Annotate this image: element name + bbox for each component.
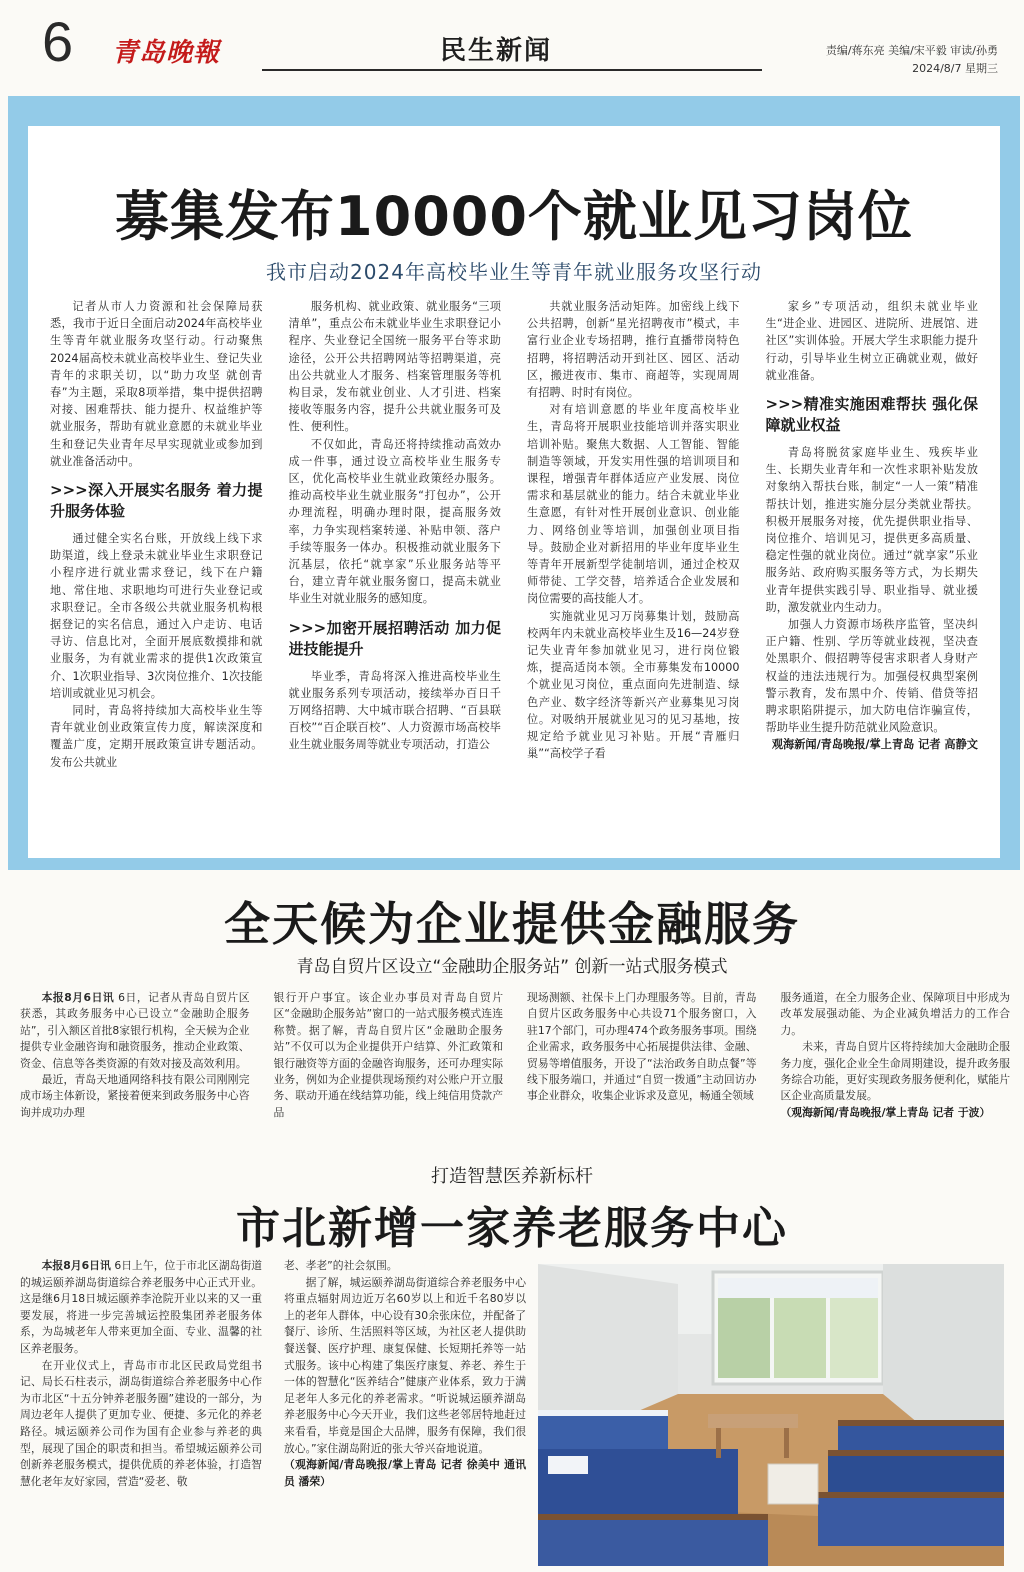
article-column: [781, 990, 1011, 1166]
paragraph-text: 6日，记者从青岛自贸片区获悉，其政务服务中心已设立“金融助企服务站”，引入额区首批8家银行机构，全天候为企业提供专业金融咨询和融资服务，推动企业政策、资金、信息等各类资源的有效对接及高效利用。: [20, 991, 250, 1070]
article-column: [527, 990, 757, 1166]
story-elderly-body: [20, 1258, 526, 1568]
paragraph: 家乡”专项活动，组织未就业毕业生“进企业、进园区、进院所、进展馆、进社区”实训体验。开展大学生求职能力提升行动，引导毕业生树立正确就业观，做好就业准备。: [765, 300, 978, 382]
section-heading: >>>深入开展实名服务 着力提升服务体验: [50, 481, 263, 521]
paragraph: 老、孝老”的社会氛围。: [284, 1259, 398, 1272]
story-finance-subheadline: 青岛自贸片区设立“金融助企服务站” 创新一站式服务模式: [296, 957, 728, 977]
paragraph: 服务通道，在全力服务企业、保障项目中形成为改革发展强动能、为企业减负增活力的工作合力。: [780, 991, 1010, 1037]
article-column: [766, 298, 979, 843]
paragraph: [20, 990, 250, 1072]
byline: （观海新闻/青岛晚报/掌上青岛 记者 于波）: [780, 1105, 991, 1119]
paragraph: 毕业季，青岛将深入推进高校毕业生就业服务系列专项活动，接续举办百日千万网络招聘、大中城市联合招聘、“百县联百校”“百企联百校”、人力资源市场高校毕业生就业服务周等就业专项活动，打造公: [288, 669, 501, 752]
article-column: [20, 1258, 262, 1568]
byline: （观海新闻/青岛晚报/掌上青岛 记者 徐美中 通讯员 潘荣）: [284, 1458, 526, 1488]
paragraph: 通过健全实名台账，开放线上线下求助渠道，线上登录未就业毕业生求职登记小程序进行就业需求登记，线下在户籍地、常住地、求职地均可进行失业登记或求职登记。全市各级公共就业服务机构根据登记的实名信息，通过入户走访、电话寻访、信息比对，全面开展底数摸排和就业服务，为有就业需求的提供1次政策宣介、1次职业指导、3次岗位推介、1次技能培训或就业见习机会。: [50, 532, 263, 700]
story-internship-banner: [8, 96, 1020, 870]
dateline: 本报8月6日讯: [41, 991, 115, 1004]
story-finance-body: [20, 990, 1010, 1166]
story-internship-subheadline: 我市启动2024年高校毕业生等青年就业服务攻坚行动: [266, 260, 762, 284]
paragraph: [20, 1258, 262, 1358]
story-elderly-headline[interactable]: 市北新增一家养老服务中心: [236, 1203, 788, 1254]
paragraph: 银行开户事宜。该企业办事员对青岛自贸片区“金融助企服务站”窗口的一站式服务模式连连称赞。据了解，青岛自贸片区“金融助企服务站”不仅可以为企业提供开户结算、外汇政策和银行融资等方面的金融咨询服务，还可办理实际业务，例如为企业提供现场预约对公账户开立服务、联动开通在线结算功能，线上纯信用贷款产品: [273, 991, 503, 1119]
article-column: [20, 990, 250, 1166]
paragraph: 服务机构、就业政策、就业服务“三项清单”，重点公布未就业毕业生求职登记小程序、失业登记全国统一服务平台等求助途径，公开公共招聘网站等招聘渠道，亮出公共就业人才服务、档案管理服务等机构目录，发布就业创业、人才引进、档案接收等服务内容，提升公共就业服务可及性、便利性。: [288, 300, 501, 434]
section-heading: >>>精准实施困难帮扶 强化保障就业权益: [765, 395, 978, 435]
paragraph: 最近，青岛天地通网络科技有限公司刚刚完成市场主体新设，紧接着便来到政务服务中心咨询并成功办理: [20, 1073, 250, 1119]
credits: [826, 42, 998, 78]
paragraph: 青岛将脱贫家庭毕业生、残疾毕业生、长期失业青年和一次性求职补贴发放对象纳入帮扶台账，制定“一人一策”精准帮扶计划，推进实施分层分类就业帮扶。积极开展服务对接，优先提供职业指导、岗位推介、培训见习，提供更多高质量、稳定性强的就业岗位。通过“就享家”乐业服务站、政府购买服务等方式，为长期失业青年提供实践引导、职业指导、就业援助，激发就业内生动力。: [765, 446, 978, 614]
page-number: 6: [42, 10, 74, 73]
section-heading: >>>加密开展招聘活动 加力促进技能提升: [288, 618, 501, 658]
photo-illustration: [538, 1264, 1004, 1566]
paragraph: 在开业仪式上，青岛市市北区民政局党组书记、局长石柱表示，湖岛街道综合养老服务中心作为市北区“十五分钟养老服务圈”建设的一部分，为周边老年人提供了更加专业、便捷、多元化的养老路径。城运颐养公司作为国有企业参与养老的典型，展现了国企的职责和担当。希望城运颐养公司创新养老服务模式，提供优质的养老体验，打造智慧化老年友好家园，营造“爱老、敬: [20, 1358, 262, 1488]
dateline: 本报8月6日讯: [41, 1259, 111, 1272]
paragraph: 对有培训意愿的毕业年度高校毕业生，青岛将开展职业技能培训并落实职业培训补贴。聚焦大数据、人工智能、智能制造等领域，开发实用性强的培训项目和课程，增强青年群体适应产业发展、岗位需求和基层就业的能力。结合未就业毕业生意愿，有针对性开展创业意识、创业能力、网络创业等培训，加强创业项目指导。鼓励企业对新招用的毕业年度毕业生等青年开展新型学徒制培训，通过企校双师带徒、工学交替，培养适合企业发展和岗位需要的高技能人才。: [527, 403, 740, 606]
story-internship-body: [50, 298, 978, 843]
care-center-room-photo: [538, 1264, 1004, 1566]
article-column: [274, 990, 504, 1166]
paragraph: 记者从市人力资源和社会保障局获悉，我市于近日全面启动2024年高校毕业生等青年就业服务攻坚行动。行动聚焦2024届高校未就业高校毕业生、登记失业青年的求职关切，以“助力攻坚 就创青春”为主题，采取8项举措，集中提供招聘对接、困难帮扶、能力提升、权益维护等就业服务，帮助有就业意愿的未就业毕业生和登记失业青年尽早实现就业或参加到就业准备活动中。: [50, 300, 263, 468]
paper-logo: 青岛晚報: [112, 38, 221, 68]
byline: 观海新闻/青岛晚报/掌上青岛 记者 高静文: [771, 738, 978, 752]
article-column: [284, 1258, 526, 1568]
paragraph: 据了解，城运颐养湖岛街道综合养老服务中心将重点辐射周边近万名60岁以上和近千名80岁以上的老年人群体，中心设有30余张床位，并配备了餐厅、诊所、生活照料等区域，为社区老人提供助餐送餐、医疗护理、康复保健、长短期托养等一站式服务。该中心构建了集医疗康复、养老、养生于一体的智慧化“医养结合”健康产业体系，致力于满足老年人多元化的养老需求。“听说城运颐养湖岛养老服务中心今天开业，我们这些老邻居特地赶过来看看，毕竟是国企大品牌，服务有保障，我们很放心。”家住湖岛附近的张大爷兴奋地说道。: [284, 1275, 526, 1455]
issue-date: 2024/8/7 星期三: [912, 62, 998, 75]
paragraph: 不仅如此，青岛还将持续推动高效办成一件事，通过设立高校毕业生服务专区，优化高校毕业生就业政策经办服务。推动高校毕业生就业服务“打包办”，公开办理流程，明确办理时限，提高服务效率，力争实现档案转递、补贴申领、落户手续等服务一体办。积极推动就业服务下沉基层，依托“就享家”乐业服务站等平台，建立青年就业服务窗口，提高未就业毕业生对就业服务的感知度。: [288, 437, 501, 606]
article-column: [289, 298, 502, 843]
masthead-rule: [262, 69, 762, 71]
masthead: [0, 0, 1024, 92]
story-internship-headline[interactable]: 募集发布10000个就业见习岗位: [115, 185, 913, 248]
story-elderly-kicker: 打造智慧医养新标杆: [431, 1166, 593, 1187]
paragraph: 现场测额、社保卡上门办理服务等。目前，青岛自贸片区政务服务中心共设71个服务窗口，入驻17个部门，可办理474个政务服务事项。围绕企业需求，政务服务中心拓展提供法律、金融、贸易等增值服务，开设了“法治政务自助点餐”等线下服务端口，并通过“自贸一拨通”主动回访办事企业群众，收集企业诉求及意见，畅通全领域: [527, 991, 757, 1103]
story-finance: [0, 876, 1024, 1166]
story-finance-headline[interactable]: 全天候为企业提供金融服务: [224, 897, 800, 951]
paragraph: 加强人力资源市场秩序监管，坚决纠正户籍、性别、学历等就业歧视，坚决查处黑职介、假招聘等侵害求职者人身财产权益的违法违规行为。加强侵权典型案例警示教育，发布黑中介、传销、借贷等招聘求职陷阱提示，加大防电信诈骗宣传，帮助毕业生提升防范就业风险意识。: [765, 618, 978, 735]
article-column: [50, 298, 263, 843]
paragraph: 共就业服务活动矩阵。加密线上线下公共招聘，创新“星光招聘夜市”模式，丰富行业企业专场招聘，推行直播带岗特色招聘，将招聘活动开到社区、园区、活动区，搬进夜市、集市、商超等，实现周周有招聘、时时有岗位。: [527, 300, 740, 400]
paragraph: 同时，青岛将持续加大高校毕业生等青年就业创业政策宣传力度，解读深度和覆盖广度，定期开展政策宣讲专题活动。发布公共就业: [50, 704, 263, 769]
paragraph: 实施就业见习万岗募集计划，鼓励高校两年内未就业高校毕业生及16—24岁登记失业青年参加就业见习，进行岗位锻炼，提高适岗本领。全市募集发布10000个就业见习岗位，重点面向先进制造、绿色产业、数字经济等新兴产业募集见习岗位。对吸纳开展就业见习的见习基地，按规定给予就业见习补贴。开展“青雁归巢”“高校学子看: [527, 609, 740, 761]
story-internship-panel: [28, 126, 1000, 858]
article-column: [527, 298, 740, 843]
editor-credits: 责编/蒋东亮 美编/宋平毅 审读/孙勇: [825, 44, 998, 57]
paragraph: 未来，青岛自贸片区将持续加大金融助企服务力度，强化企业全生命周期建设，提升政务服务综合功能，更好实现政务服务便利化，赋能片区企业高质量发展。: [780, 1040, 1010, 1103]
section-title: 民生新闻: [440, 36, 553, 66]
paragraph-text: 6日上午，位于市北区湖岛街道的城运颐养湖岛街道综合养老服务中心正式开业。这是继6月18日城运颐养李沧院开业以来的又一重要发展，将进一步完善城运控股集团养老服务体系，为岛城老年人带来更加全面、专业、温馨的社区养老服务。: [20, 1259, 262, 1355]
story-elderly-care: [0, 1158, 1024, 1572]
